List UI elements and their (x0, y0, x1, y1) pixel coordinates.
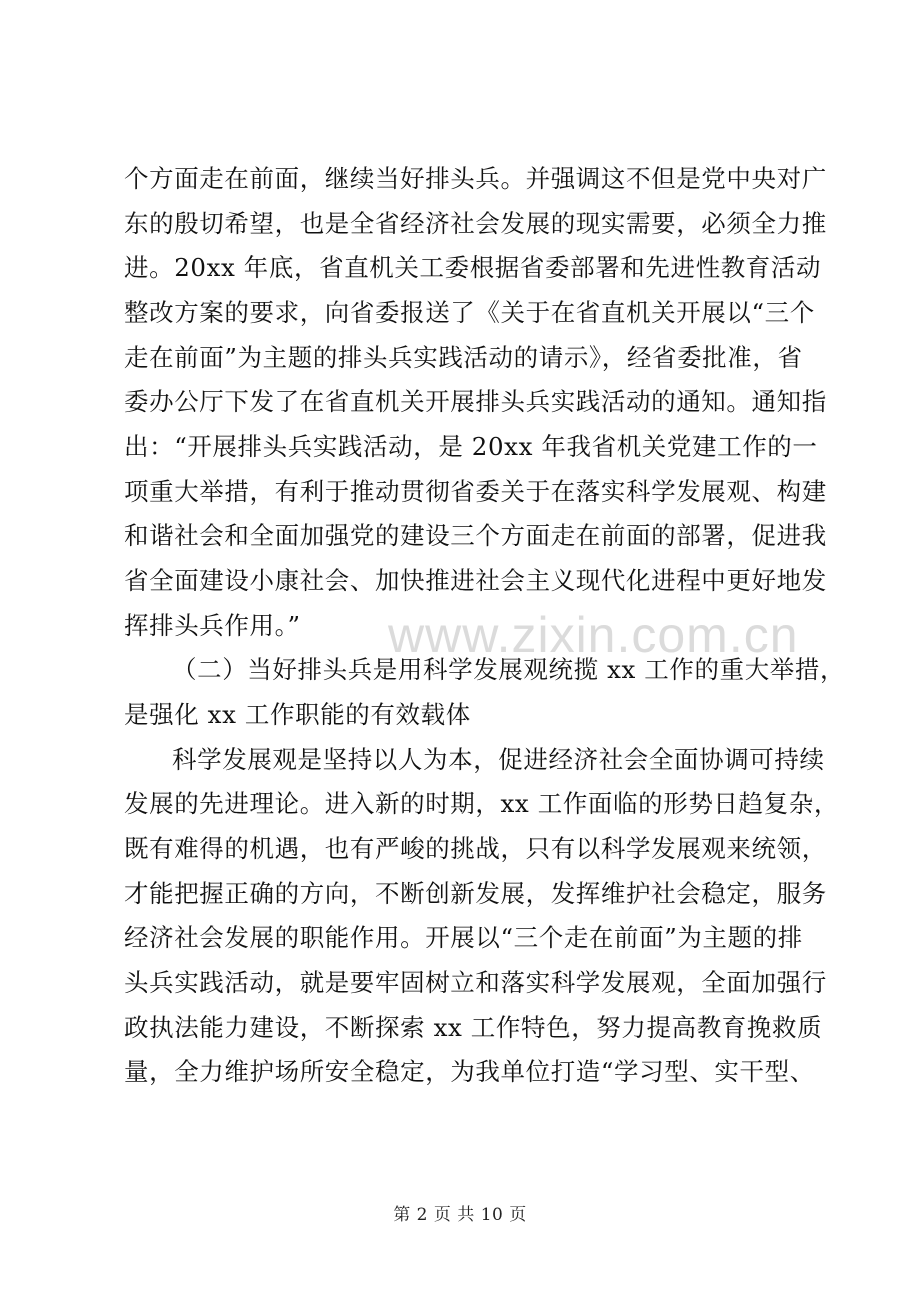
section-heading-line: 是强化 xx 工作职能的有效载体 (124, 700, 471, 729)
body-line: 省全面建设小康社会、加快推进社会主义现代化进程中更好地发 (124, 566, 827, 595)
body-line: 挥排头兵作用。” (124, 611, 301, 640)
section-heading-line: （二）当好排头兵是用科学发展观统揽 xx 工作的重大举措， (172, 655, 846, 684)
body-line: 委办公厅下发了在省直机关开展排头兵实践活动的通知。通知指 (124, 387, 827, 416)
body-line: 政执法能力建设，不断探索 xx 工作特色，努力提高教育挽救质 (124, 1013, 823, 1042)
body-line: 科学发展观是坚持以人为本，促进经济社会全面协调可持续 (172, 745, 825, 774)
body-line: 既有难得的机遇，也有严峻的挑战，只有以科学发展观来统领， (124, 834, 827, 863)
body-line: 才能把握正确的方向，不断创新发展，发挥维护社会稳定，服务 (124, 879, 827, 908)
body-line: 进。20xx 年底，省直机关工委根据省委部署和先进性教育活动 (124, 253, 822, 282)
body-line: 整改方案的要求，向省委报送了《关于在省直机关开展以“三个 (124, 298, 815, 327)
body-line: 出：“开展排头兵实践活动，是 20xx 年我省机关党建工作的一 (124, 432, 818, 461)
body-line: 经济社会发展的职能作用。开展以“三个走在前面”为主题的排 (124, 923, 803, 952)
body-line: 个方面走在前面，继续当好排头兵。并强调这不但是党中央对广 (124, 164, 827, 193)
body-line: 发展的先进理论。进入新的时期，xx 工作面临的形势日趋复杂， (124, 789, 839, 818)
watermark: www.zixin.com.cn (388, 607, 799, 663)
body-line: 走在前面”为主题的排头兵实践活动的请示》，经省委批准，省 (124, 343, 803, 372)
page-footer: 第 2 页 共 10 页 (393, 1205, 527, 1225)
body-line: 和谐社会和全面加强党的建设三个方面走在前面的部署，促进我 (124, 521, 827, 550)
body-line: 项重大举措，有利于推动贯彻省委关于在落实科学发展观、构建 (124, 477, 827, 506)
body-line: 量，全力维护场所安全稳定，为我单位打造“学习型、实干型、 (124, 1057, 815, 1086)
body-line: 东的殷切希望，也是全省经济社会发展的现实需要，必须全力推 (124, 209, 827, 238)
body-line: 头兵实践活动，就是要牢固树立和落实科学发展观，全面加强行 (124, 968, 827, 997)
